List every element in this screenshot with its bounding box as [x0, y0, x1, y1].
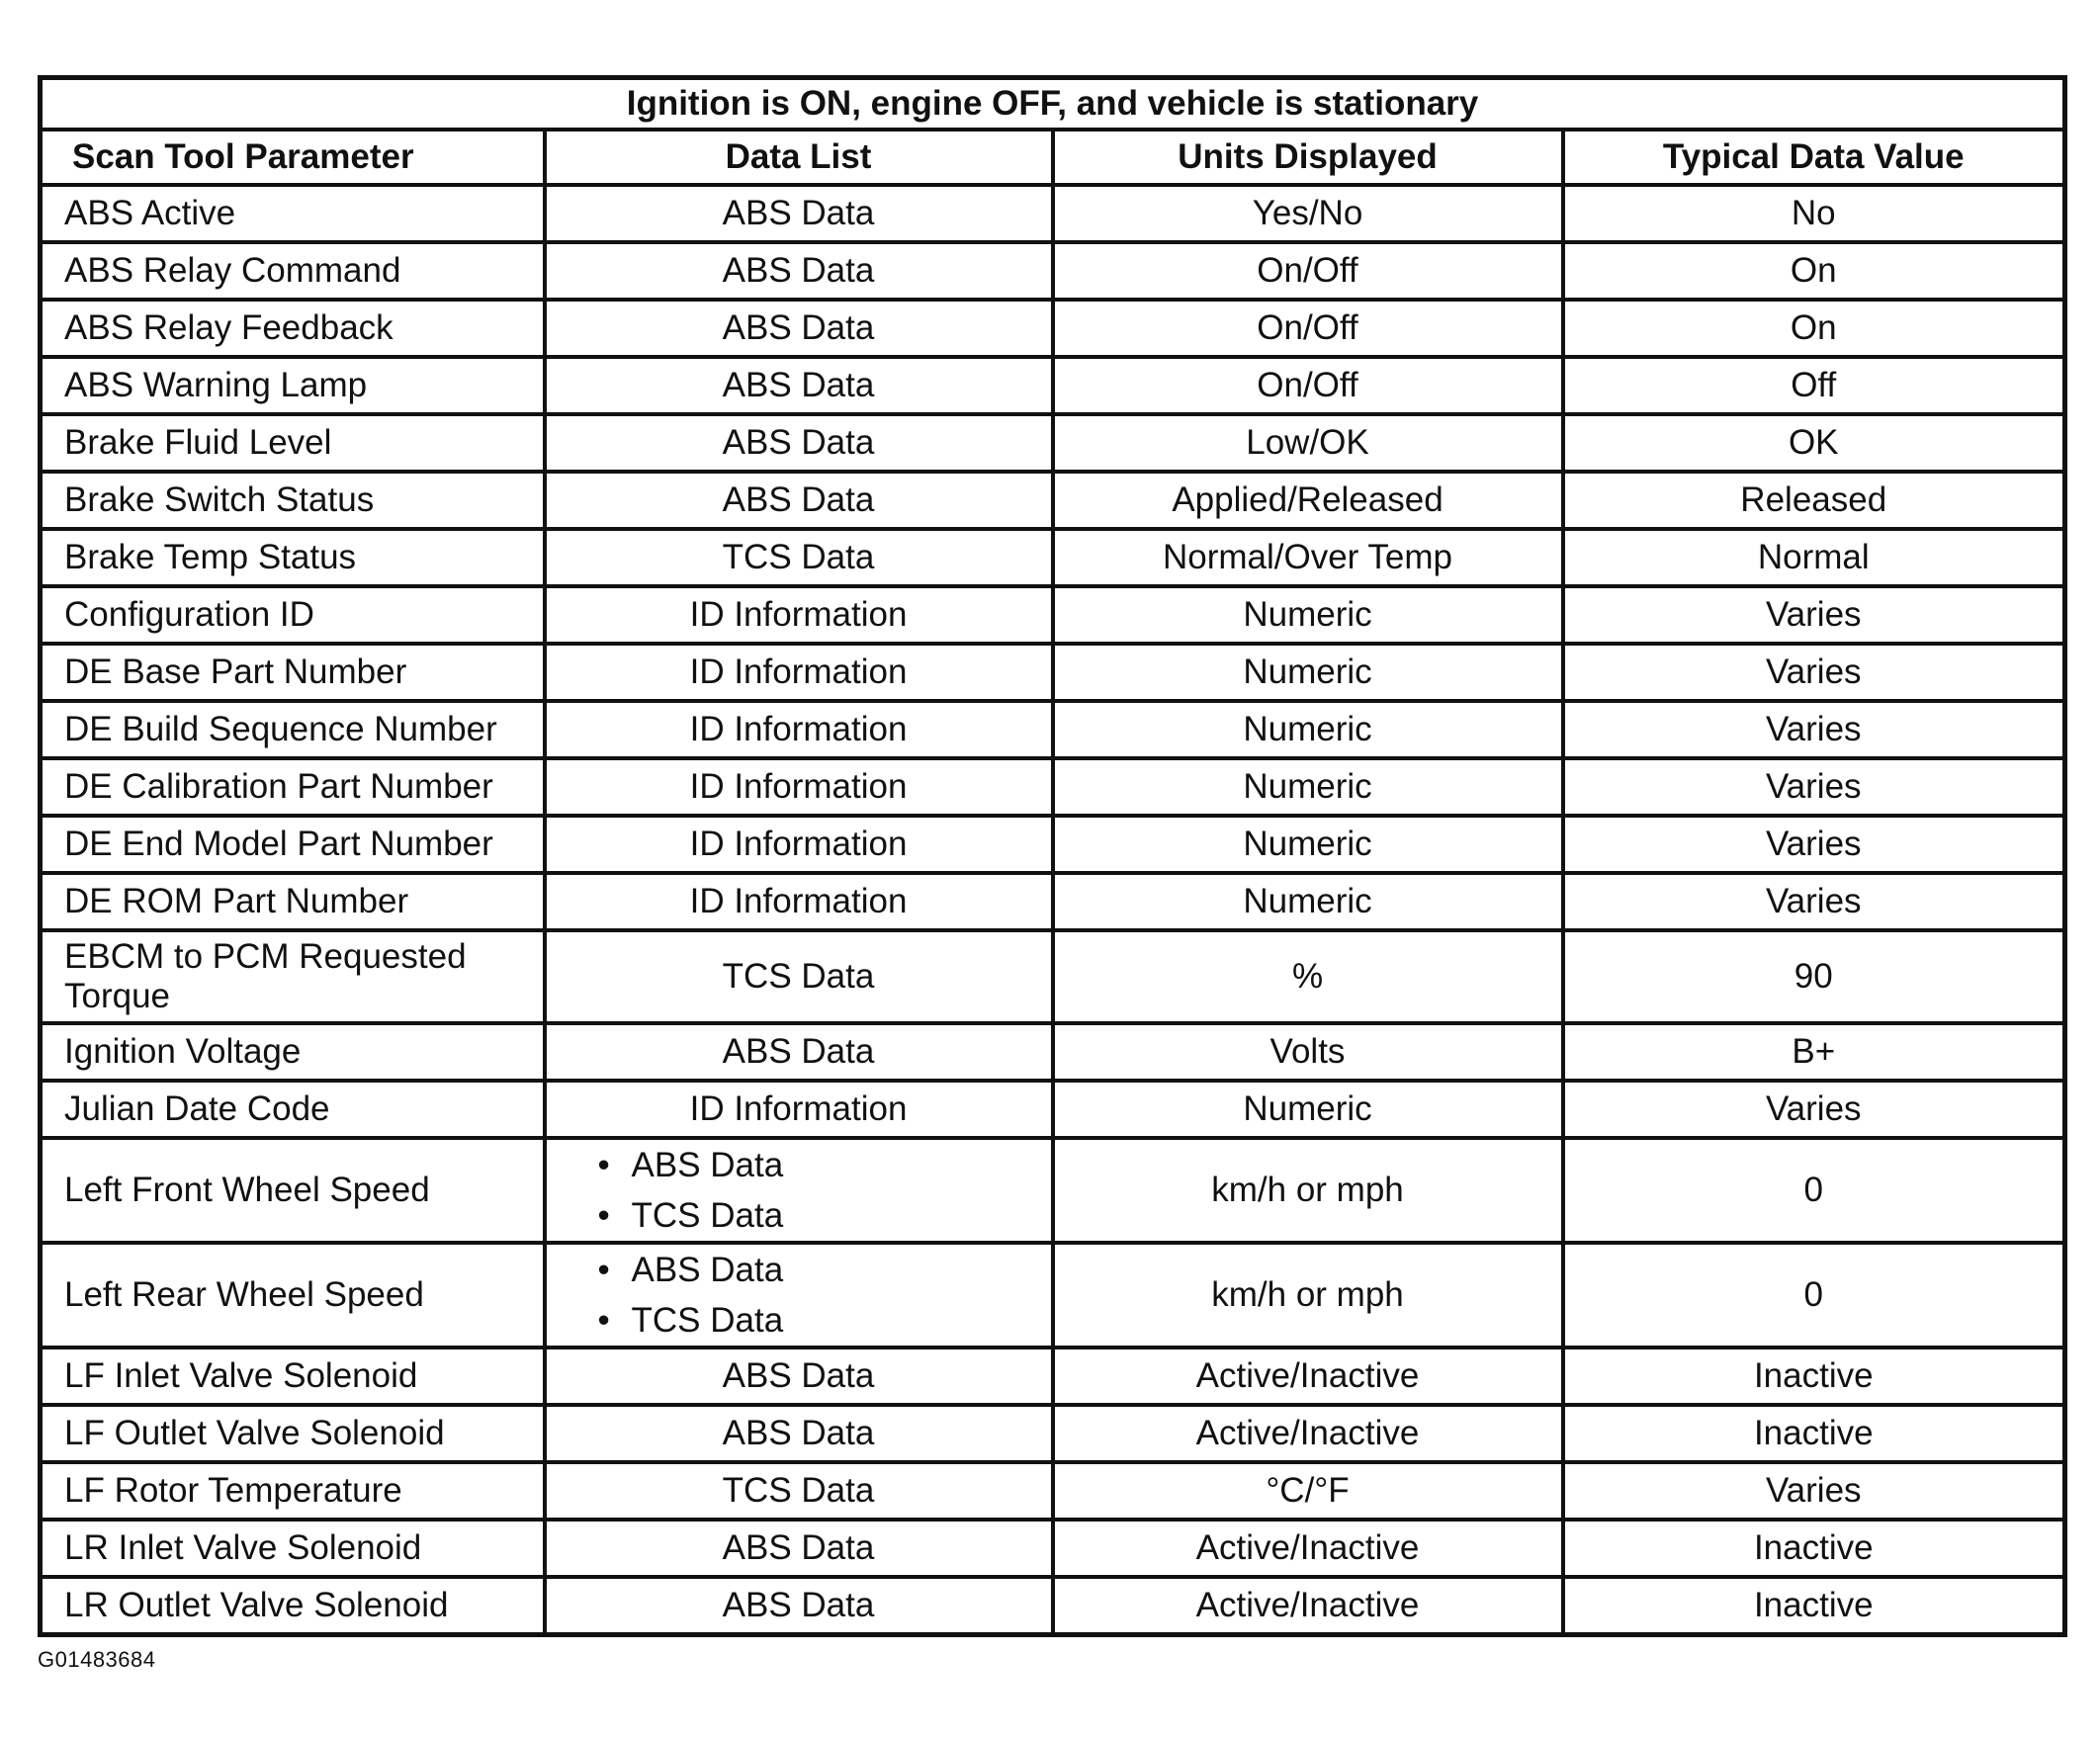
units-cell: Normal/Over Temp	[1053, 529, 1563, 586]
column-header-parameter: Scan Tool Parameter	[41, 130, 545, 185]
units-cell: Numeric	[1053, 873, 1563, 930]
typical-value-cell: 90	[1563, 930, 2065, 1023]
parameter-cell: LR Inlet Valve Solenoid	[41, 1520, 545, 1577]
table-row	[41, 816, 2065, 873]
column-header-data-list: Data List	[545, 130, 1053, 185]
units-cell: %	[1053, 930, 1563, 1023]
table-row	[41, 1023, 2065, 1081]
units-cell: km/h or mph	[1053, 1243, 1563, 1348]
data-list-cell: ABS Data	[545, 472, 1053, 529]
units-cell: Yes/No	[1053, 185, 1563, 242]
data-list-cell: ABS Data	[545, 1520, 1053, 1577]
data-list-cell: ABS Data	[545, 1023, 1053, 1081]
data-list-cell: ABS Data	[545, 414, 1053, 472]
table-row	[41, 701, 2065, 758]
table-header-row	[41, 130, 2065, 185]
typical-value-cell: B+	[1563, 1023, 2065, 1081]
units-cell: °C/°F	[1053, 1462, 1563, 1520]
data-list-cell: ID Information	[545, 1081, 1053, 1138]
table-row	[41, 586, 2065, 644]
typical-value-cell: Varies	[1563, 816, 2065, 873]
parameter-cell: LR Outlet Valve Solenoid	[41, 1577, 545, 1635]
table-title-row	[41, 78, 2065, 130]
table-title: Ignition is ON, engine OFF, and vehicle is stationary	[41, 78, 2065, 130]
table-row	[41, 873, 2065, 930]
typical-value-cell: No	[1563, 185, 2065, 242]
data-list-cell: ID Information	[545, 644, 1053, 701]
table-row	[41, 300, 2065, 357]
typical-value-cell: 0	[1563, 1138, 2065, 1243]
table-row	[41, 1405, 2065, 1462]
table-row	[41, 1520, 2065, 1577]
data-list-cell: ABS Data	[545, 1577, 1053, 1635]
data-list-cell	[545, 1243, 1053, 1348]
parameter-cell: DE Base Part Number	[41, 644, 545, 701]
table-row	[41, 1138, 2065, 1243]
table-row	[41, 930, 2065, 1023]
typical-value-cell: Inactive	[1563, 1348, 2065, 1405]
typical-value-cell: Varies	[1563, 1462, 2065, 1520]
units-cell: Numeric	[1053, 758, 1563, 816]
parameter-cell: DE Calibration Part Number	[41, 758, 545, 816]
units-cell: Numeric	[1053, 1081, 1563, 1138]
parameter-cell: DE Build Sequence Number	[41, 701, 545, 758]
typical-value-cell: OK	[1563, 414, 2065, 472]
typical-value-cell: Varies	[1563, 586, 2065, 644]
typical-value-cell: Inactive	[1563, 1520, 2065, 1577]
data-list-cell: TCS Data	[545, 529, 1053, 586]
parameter-cell: ABS Active	[41, 185, 545, 242]
units-cell: Active/Inactive	[1053, 1577, 1563, 1635]
data-list-bullet-item: • ABS Data	[598, 1140, 1029, 1190]
data-list-cell: ABS Data	[545, 1405, 1053, 1462]
data-list-cell: ABS Data	[545, 1348, 1053, 1405]
parameter-cell: Ignition Voltage	[41, 1023, 545, 1081]
parameter-cell: DE ROM Part Number	[41, 873, 545, 930]
units-cell: Numeric	[1053, 586, 1563, 644]
units-cell: km/h or mph	[1053, 1138, 1563, 1243]
table-row	[41, 242, 2065, 300]
parameter-cell: Brake Fluid Level	[41, 414, 545, 472]
table-row	[41, 1081, 2065, 1138]
parameter-cell: DE End Model Part Number	[41, 816, 545, 873]
parameter-cell: ABS Relay Command	[41, 242, 545, 300]
parameter-cell: ABS Warning Lamp	[41, 357, 545, 414]
table-row	[41, 472, 2065, 529]
units-cell: Active/Inactive	[1053, 1405, 1563, 1462]
data-list-cell: ID Information	[545, 701, 1053, 758]
data-list-cell: ID Information	[545, 586, 1053, 644]
units-cell: Volts	[1053, 1023, 1563, 1081]
parameter-cell: Left Rear Wheel Speed	[41, 1243, 545, 1348]
typical-value-cell: On	[1563, 242, 2065, 300]
units-cell: Applied/Released	[1053, 472, 1563, 529]
typical-value-cell: Inactive	[1563, 1577, 2065, 1635]
typical-value-cell: On	[1563, 300, 2065, 357]
typical-value-cell: Varies	[1563, 644, 2065, 701]
data-list-cell: TCS Data	[545, 1462, 1053, 1520]
table-row	[41, 1462, 2065, 1520]
parameter-cell: ABS Relay Feedback	[41, 300, 545, 357]
table-row	[41, 185, 2065, 242]
typical-value-cell: Off	[1563, 357, 2065, 414]
units-cell: On/Off	[1053, 357, 1563, 414]
parameter-cell: LF Outlet Valve Solenoid	[41, 1405, 545, 1462]
parameter-cell: Left Front Wheel Speed	[41, 1138, 545, 1243]
parameter-cell: Brake Temp Status	[41, 529, 545, 586]
scan-tool-data-table	[38, 75, 2067, 1637]
parameter-cell: Julian Date Code	[41, 1081, 545, 1138]
units-cell: Numeric	[1053, 816, 1563, 873]
units-cell: Numeric	[1053, 701, 1563, 758]
data-list-bullet-item: • TCS Data	[598, 1295, 1029, 1346]
table-row	[41, 758, 2065, 816]
parameter-cell: EBCM to PCM Requested Torque	[41, 930, 545, 1023]
typical-value-cell: Varies	[1563, 873, 2065, 930]
scan-tool-data-sheet	[38, 75, 2062, 1637]
data-list-cell: ID Information	[545, 873, 1053, 930]
typical-value-cell: Normal	[1563, 529, 2065, 586]
figure-id: G01483684	[38, 1647, 156, 1672]
parameter-cell: Configuration ID	[41, 586, 545, 644]
table-row	[41, 1243, 2065, 1348]
table-row	[41, 1577, 2065, 1635]
typical-value-cell: Released	[1563, 472, 2065, 529]
data-list-cell: ABS Data	[545, 185, 1053, 242]
units-cell: Active/Inactive	[1053, 1348, 1563, 1405]
data-list-cell: ID Information	[545, 758, 1053, 816]
typical-value-cell: Varies	[1563, 1081, 2065, 1138]
table-row	[41, 644, 2065, 701]
parameter-cell: Brake Switch Status	[41, 472, 545, 529]
data-list-bullet-item: • TCS Data	[598, 1190, 1029, 1241]
data-list-cell: ABS Data	[545, 300, 1053, 357]
units-cell: Numeric	[1053, 644, 1563, 701]
table-row	[41, 414, 2065, 472]
parameter-cell: LF Rotor Temperature	[41, 1462, 545, 1520]
table-row	[41, 1348, 2065, 1405]
data-list-cell: ABS Data	[545, 357, 1053, 414]
table-row	[41, 529, 2065, 586]
typical-value-cell: Inactive	[1563, 1405, 2065, 1462]
parameter-cell: LF Inlet Valve Solenoid	[41, 1348, 545, 1405]
data-list-bullets	[598, 1140, 1029, 1241]
units-cell: Low/OK	[1053, 414, 1563, 472]
units-cell: On/Off	[1053, 242, 1563, 300]
data-list-cell	[545, 1138, 1053, 1243]
data-list-cell: TCS Data	[545, 930, 1053, 1023]
typical-value-cell: Varies	[1563, 758, 2065, 816]
data-list-bullets	[598, 1245, 1029, 1346]
units-cell: Active/Inactive	[1053, 1520, 1563, 1577]
typical-value-cell: 0	[1563, 1243, 2065, 1348]
typical-value-cell: Varies	[1563, 701, 2065, 758]
data-list-bullet-item: • ABS Data	[598, 1245, 1029, 1295]
column-header-units: Units Displayed	[1053, 130, 1563, 185]
column-header-typical-value: Typical Data Value	[1563, 130, 2065, 185]
units-cell: On/Off	[1053, 300, 1563, 357]
table-row	[41, 357, 2065, 414]
data-list-cell: ABS Data	[545, 242, 1053, 300]
data-list-cell: ID Information	[545, 816, 1053, 873]
